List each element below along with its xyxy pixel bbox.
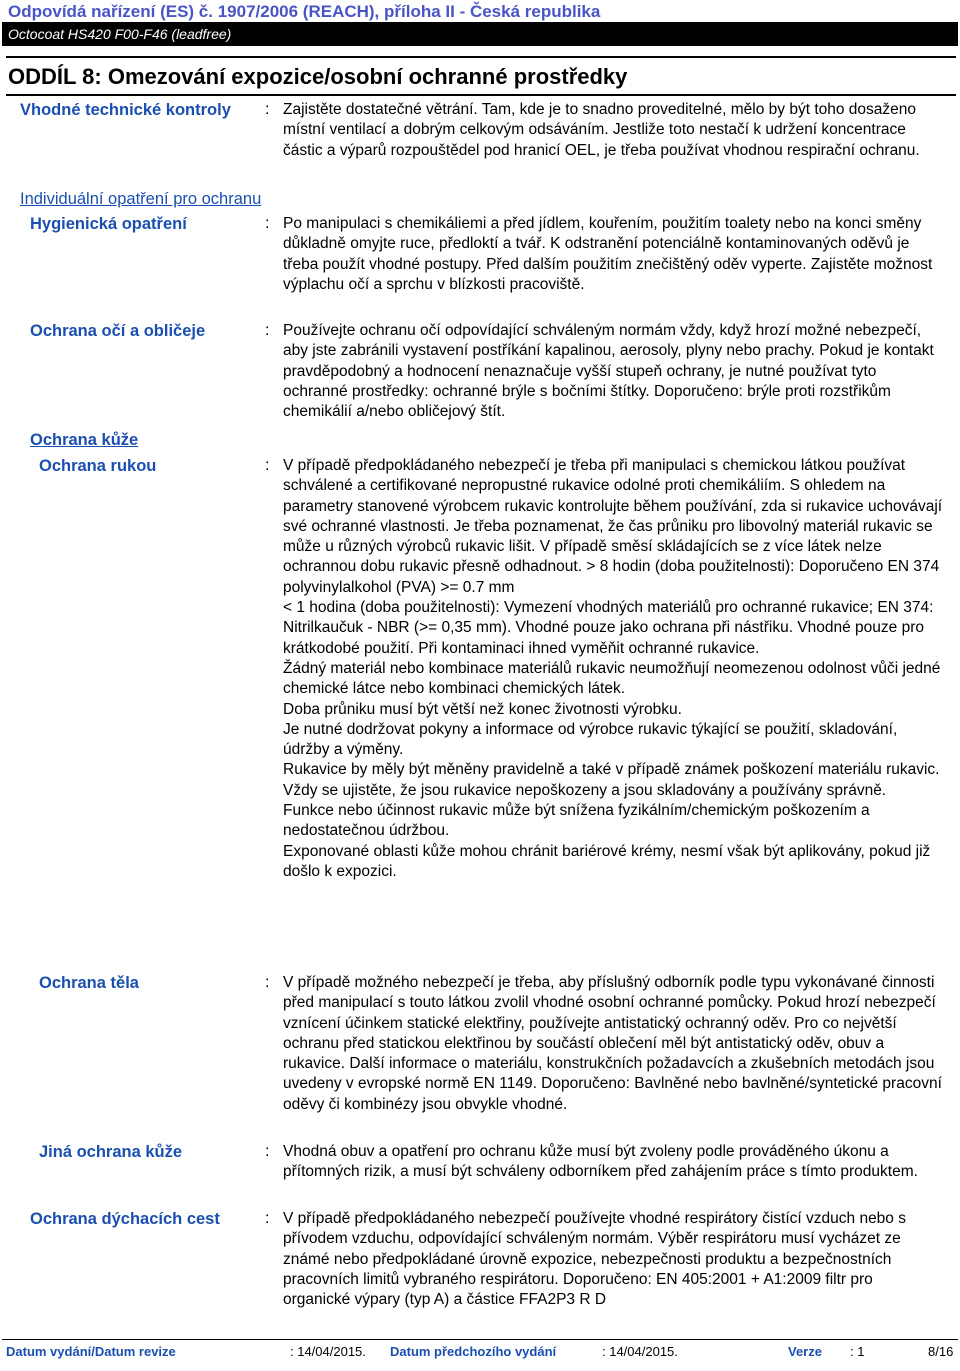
hand-paragraph: < 1 hodina (doba použitelnosti): Vymezení vhodných materiálů pro ochranné rukavice; EN 374: Nitrilkaučuk - NBR (>= 0,35 mm). Vhodné pouze jako ochrana při nástřiku. Vhodné pouze pro krátkodobé použití. Při kontaminaci ihned vyměňit ochranné rukavice. — [283, 599, 934, 657]
label-body-protection: Ochrana těla — [39, 974, 139, 992]
document-header — [2, 2, 958, 46]
colon: : — [265, 457, 270, 474]
colon: : — [265, 101, 270, 118]
hand-paragraph: Žádný materiál nebo kombinace materiálů rukavic neumožňují neomezenou odolnost vůči jedné chemické látce nebo kombinaci chemických látek. — [283, 659, 941, 698]
label-skin-protection: Ochrana kůže — [30, 431, 139, 449]
colon: : — [265, 215, 270, 232]
issue-date-label: Datum vydání/Datum revize — [6, 1344, 176, 1359]
label-individual-protection: Individuální opatření pro ochranu — [20, 190, 262, 208]
hand-paragraph: Funkce nebo účinnost rukavic může být snížena fyzikálním/chemickým poškozením a nedostatečnou údržbou. — [283, 802, 870, 840]
label-hand-protection: Ochrana rukou — [39, 457, 157, 475]
colon: : — [265, 1143, 270, 1160]
colon: : — [265, 322, 270, 339]
hand-paragraph: Doba průniku musí být větší než konec životnosti výrobku. — [283, 700, 682, 718]
label-other-skin-protection: Jiná ochrana kůže — [39, 1143, 183, 1161]
label-technical-controls: Vhodné technické kontroly — [20, 101, 231, 119]
colon: : — [265, 1210, 270, 1227]
page-number: 8/16 — [928, 1344, 954, 1359]
text-body-protection: V případě možného nebezpečí je třeba, aby příslušný odborník podle typu vykonávané činnosti před manipulací s touto látkou zvolil vhodné osobní ochranné pomůcky. Pokud hrozí nebezpečí vznícení účinkem statické elektřiny, používejte antistatický ochranný oděv. Pro co největší ochranu před statickou elektřinou by součástí oblečení měl být antistatický oděv, obuv a rukavice. Další informace o materiálu, konstrukčních požadavcích a zkušebních metodách jsou uvedeny v evropské normě EN 1149. Doporučeno: Bavlněné nebo bavlněné/syntetické pracovní oděvy či kombinézy jsou obvykle vhodné. — [283, 974, 942, 1113]
issue-date-value: : 14/04/2015. — [290, 1344, 366, 1359]
hand-paragraph: Rukavice by měly být měněny pravidelně a také v případě známek poškození materiálu rukavic. — [283, 761, 940, 779]
label-respiratory-protection: Ochrana dýchacích cest — [30, 1210, 220, 1228]
hand-paragraph: Vždy se ujistěte, že jsou rukavice nepoškozeny a jsou skladovány a používány správně. — [283, 781, 887, 799]
text-respiratory-protection: V případě předpokládaného nebezpečí používejte vhodné respirátory čistící vzduch nebo s přívodem vzduchu, odpovídající schváleným normám. Výběr respirátoru musí vycházet ze známé nebo předpokládané úrovně expozice, nebezpečnosti produktu a bezpečnostních pracovních limitů vybraného respirátoru. Doporučeno: EN 405:2001 + A1:2009 filtr pro organické výpary (typ A) a částice FFA2P3 R D — [283, 1210, 906, 1309]
text-other-skin-protection: Vhodná obuv a opatření pro ochranu kůže musí být zvoleny podle prováděného úkonu a přítomných rizik, a musí být schváleny odborníkem před zahájením práce s tímto produktem. — [283, 1143, 918, 1181]
hand-paragraph: Je nutné dodržovat pokyny a informace od výrobce rukavic týkající se použití, skladování, údržby a výměny. — [283, 720, 898, 759]
version-label: Verze — [788, 1344, 822, 1359]
label-hygiene: Hygienická opatření — [30, 215, 187, 233]
previous-issue-value: : 14/04/2015. — [602, 1344, 678, 1359]
text-eye-protection: Používejte ochranu očí odpovídající schváleným normám vždy, když hrozí možné nebezpečí, aby jste zabránili vystavení postříkání kapalinou, aerosoly, plyny nebo prachy. Pokud je kontakt pravděpodobný a hodnocení nenaznačuje vyšší stupeň ochrany, je nutné používat tyto ochranné prostředky: ochranné brýle s bočními štítky. Doporučeno: brýle proti rozstřikům chemikálií a/nebo obličejový štít. — [283, 322, 934, 421]
colon: : — [265, 974, 270, 991]
document-footer — [2, 1339, 958, 1368]
hand-paragraph: V případě předpokládaného nebezpečí je třeba při manipulaci s chemickou látkou používat schválené a certifikované nepropustné rukavice odolné proti chemikáliím. S ohledem na parametry stanovené výrobcem rukavic kontrolujte během používání, zda si rukavice uchovávají své ochranné vlastnosti. Je třeba poznamenat, že čas průniku pro libovolný materiál rukavic se může u různých výrobců rukavic lišit. V případě směsí skládajících se z více látek nelze ochrannou dobu rukavic přesně odhadnout. > 8 hodin (doba použitelnosti): Doporučeno EN 374 polyvinylalkohol (PVA) >= 0.7 mm — [283, 457, 943, 596]
regulation-line: Odpovídá nařízení (ES) č. 1907/2006 (REACH), příloha II - Česká republika — [8, 2, 601, 21]
text-technical-controls: Zajistěte dostatečné větrání. Tam, kde je to snadno proveditelné, mělo by být toho dosaženo místní ventilací a dobrým celkovým odsáváním. Jestliže toto nestačí k udržení koncentrace částic a výparů rozpouštědel pod hranicí OEL, je třeba používat vhodnou respirační ochranu. — [283, 101, 920, 159]
label-eye-protection: Ochrana očí a obličeje — [30, 322, 206, 340]
hand-paragraph: Exponované oblasti kůže mohou chránit bariérové krémy, nesmí však být aplikovány, pokud již došlo k expozici. — [283, 842, 931, 880]
text-hand-protection — [283, 456, 943, 882]
product-name-bar: Octocoat HS420 F00-F46 (leadfree) — [2, 22, 958, 46]
text-hygiene: Po manipulaci s chemikáliemi a před jídlem, kouřením, použitím toalety nebo na konci směny důkladně omyjte ruce, předloktí a tvář. K odstranění potenciálně kontaminovaných oděvů je třeba použít vhodné postupy. Před dalším použitím znečištěný oděv vyperte. Zajistěte možnost výplachu očí a sprchu v blízkosti pracoviště. — [283, 215, 933, 293]
previous-issue-label: Datum předchozího vydání — [390, 1344, 557, 1359]
version-value: : 1 — [850, 1344, 865, 1359]
section-title: ODDÍL 8: Omezování expozice/osobní ochranné prostředky — [6, 56, 956, 96]
